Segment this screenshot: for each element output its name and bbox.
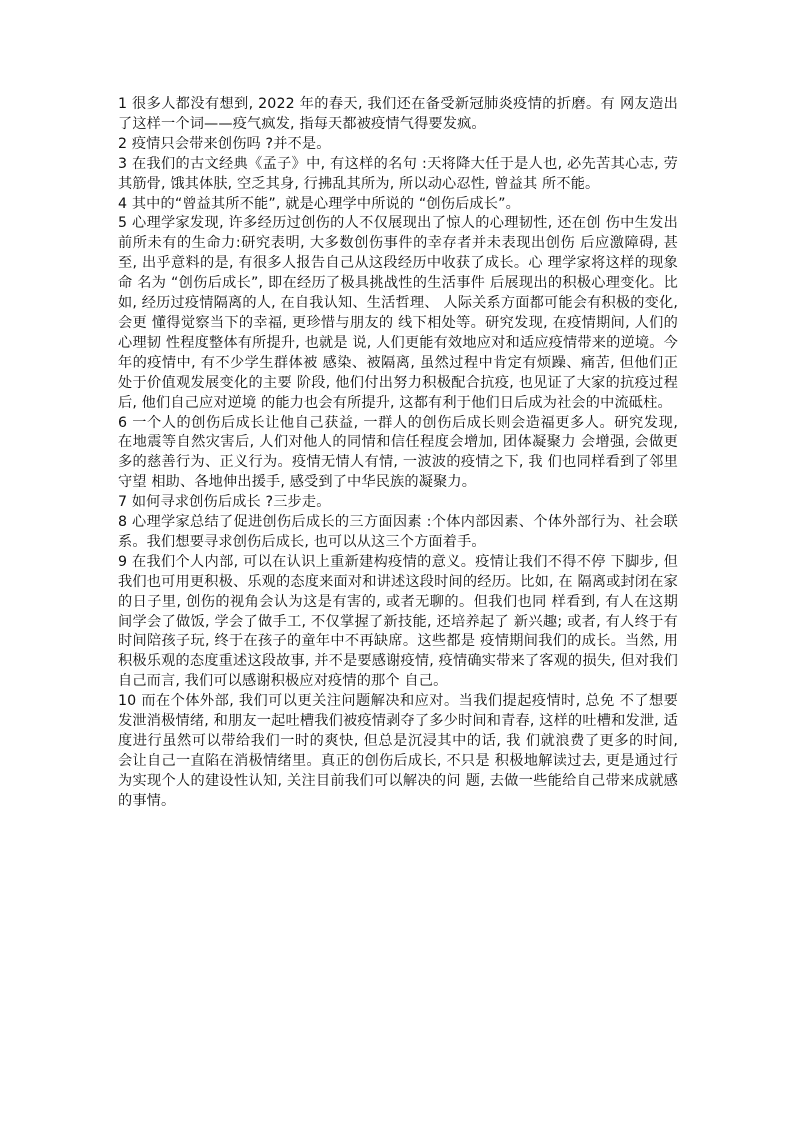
paragraph-6: 6 一个人的创伤后成长让他自己获益, 一群人的创伤后成长则会造福更多人。研究发现, 在地震等自然灾害后, 人们对他人的同情和信任程度会增加, 团体凝聚力 会增强, 会做更多的慈善行为、正义行为。疫情无情人有情, 一波波的疫情之下, 我 们也同样看到了邻里守望 相助、各地伸出援手, 感受到了中华民族的凝聚力。 — [118, 414, 678, 491]
paragraph-4: 4 其中的“曾益其所不能”, 就是心理学中所说的 “创伤后成长”。 — [118, 195, 520, 212]
paragraph-3: 3 在我们的古文经典《孟子》中, 有这样的名句 :天将降大任于是人也, 必先苦其心志, 劳其筋骨, 饿其体肤, 空乏其身, 行拂乱其所为, 所以动心忍性, 曾益其 所不能。 — [118, 155, 678, 192]
paragraph-9: 9 在我们个人内部, 可以在认识上重新建构疫情的意义。疫情让我们不得不停 下脚步, 但我们也可用更积极、乐观的态度来面对和讲述这段时间的经历。比如, 在 隔离或封闭在家的日子里, 创伤的视角会认为这是有害的, 或者无聊的。但我们也同 样看到, 有人在这期间学会了做饭, 学会了做手工, 不仅掌握了新技能, 还培养起了 新兴趣; 或者, 有人终于有时间陪孩子玩, 终于在孩子的童年中不再缺席。这些都是 疫情期间我们的成长。当然, 用积极乐观的态度重述这段故事, 并不是要感谢疫情, 疫情确实带来了客观的损失, 但对我们自己而言, 我们可以感谢积极应对疫情的那个 自己。 — [118, 553, 678, 690]
paragraph-10: 10 而在个体外部, 我们可以更关注问题解决和应对。当我们提起疫情时, 总免 不了想要 发泄消极情绪, 和朋友一起吐槽我们被疫情剥夺了多少时间和青春, 这样的吐槽和发泄, 适 度进行虽然可以带给我们一时的爽快, 但总是沉浸其中的话, 我 们就浪费了更多的时间, 会让自己一直陷在消极情绪里。真正的创伤后成长, 不只是 积极地解读过去, 更是通过行为实现个人的建设性认知, 关注目前我们可以解决的问 题, 去做一些能给自己带来成就感的事情。 — [118, 693, 678, 809]
paragraph-7: 7 如何寻求创伤后成长 ?三步走。 — [118, 494, 331, 511]
paragraph-5: 5 心理学家发现, 许多经历过创伤的人不仅展现出了惊人的心理韧性, 还在创 伤中生发出前所未有的生命力:研究表明, 大多数创伤事件的幸存者并未表现出创伤 后应激障碍, 甚至, 出乎意料的是, 有很多人报告自己从这段经历中收获了成长。心 理学家将这样的现象命 名为 “创伤后成长”, 即在经历了极具挑战性的生活事件 后展现出的积极心理变化。比如, 经历过疫情隔离的人, 在自我认知、生活哲理、 人际关系方面都可能会有积极的变化, 会更 懂得觉察当下的幸福, 更珍惜与朋友的 线下相处等。研究发现, 在疫情期间, 人们的心理韧 性程度整体有所提升, 也就是 说, 人们更能有效地应对和适应疫情带来的逆境。今年的疫情中, 有不少学生群体被 感染、被隔离, 虽然过程中肯定有烦躁、痛苦, 但他们正处于价值观发展变化的主要 阶段, 他们付出努力积极配合抗疫, 也见证了大家的抗疫过程后, 他们自己应对逆境 的能力也会有所提升, 这都有利于他们日后成为社会的中流砥柱。 — [118, 215, 678, 411]
paragraph-8: 8 心理学家总结了促进创伤后成长的三方面因素 :个体内部因素、个体外部行为、社会联系。我们想要寻求创伤后成长, 也可以从这三个方面着手。 — [118, 514, 678, 550]
document-page — [118, 95, 678, 812]
paragraph-2: 2 疫情只会带来创伤吗 ?并不是。 — [118, 135, 331, 152]
paragraph-1: 1 很多人都没有想到, 2022 年的春天, 我们还在备受新冠肺炎疫情的折磨。有 网友造出了这样一个词——疫气疯发, 指每天都被疫情气得要发疯。 — [118, 96, 678, 132]
